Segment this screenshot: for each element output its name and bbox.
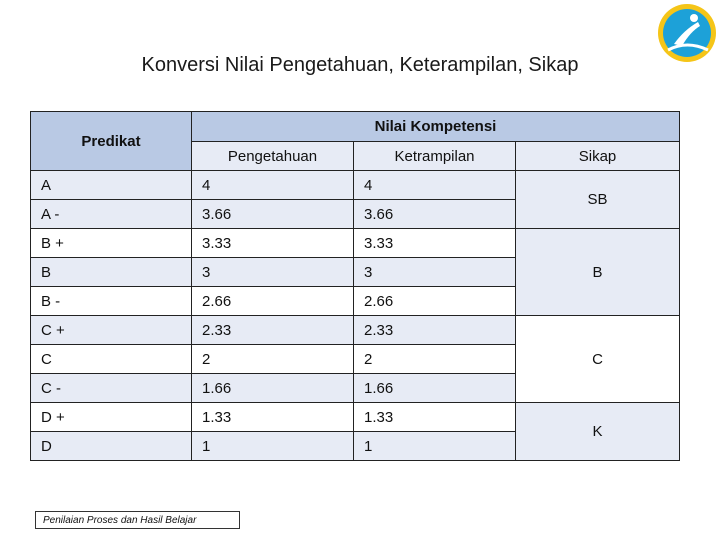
pengetahuan-cell: 1.66 (192, 374, 354, 403)
table-row (31, 171, 680, 200)
header-ketrampilan: Ketrampilan (354, 142, 516, 171)
ketrampilan-cell: 3.33 (354, 229, 516, 258)
predikat-cell: D + (31, 403, 192, 432)
page-title: Konversi Nilai Pengetahuan, Keterampilan, Sikap (141, 54, 579, 76)
conversion-table (30, 111, 680, 461)
ketrampilan-cell: 1 (354, 432, 516, 461)
footer-label: Penilaian Proses dan Hasil Belajar (35, 511, 240, 529)
ketrampilan-cell: 4 (354, 171, 516, 200)
predikat-cell: B (31, 258, 192, 287)
table-row (31, 403, 680, 432)
pengetahuan-cell: 1.33 (192, 403, 354, 432)
pengetahuan-cell: 3.33 (192, 229, 354, 258)
ketrampilan-cell: 3.66 (354, 200, 516, 229)
predikat-cell: B - (31, 287, 192, 316)
pengetahuan-cell: 2.66 (192, 287, 354, 316)
ketrampilan-cell: 1.66 (354, 374, 516, 403)
sikap-cell: SB (516, 171, 680, 229)
header-sikap: Sikap (516, 142, 680, 171)
ketrampilan-cell: 1.33 (354, 403, 516, 432)
predikat-cell: C + (31, 316, 192, 345)
predikat-cell: D (31, 432, 192, 461)
ketrampilan-cell: 2.33 (354, 316, 516, 345)
ketrampilan-cell: 2.66 (354, 287, 516, 316)
sikap-cell: B (516, 229, 680, 316)
predikat-cell: C - (31, 374, 192, 403)
ketrampilan-cell: 2 (354, 345, 516, 374)
kurikulum-logo-icon (654, 0, 720, 66)
pengetahuan-cell: 2.33 (192, 316, 354, 345)
pengetahuan-cell: 4 (192, 171, 354, 200)
sikap-cell: K (516, 403, 680, 461)
table-row (31, 316, 680, 345)
pengetahuan-cell: 2 (192, 345, 354, 374)
table-row (31, 229, 680, 258)
predikat-cell: A (31, 171, 192, 200)
header-nilai-kompetensi: Nilai Kompetensi (192, 112, 680, 142)
predikat-cell: C (31, 345, 192, 374)
predikat-cell: B + (31, 229, 192, 258)
sikap-cell: C (516, 316, 680, 403)
ketrampilan-cell: 3 (354, 258, 516, 287)
pengetahuan-cell: 3.66 (192, 200, 354, 229)
header-pengetahuan: Pengetahuan (192, 142, 354, 171)
header-predikat: Predikat (31, 112, 192, 171)
pengetahuan-cell: 1 (192, 432, 354, 461)
predikat-cell: A - (31, 200, 192, 229)
pengetahuan-cell: 3 (192, 258, 354, 287)
